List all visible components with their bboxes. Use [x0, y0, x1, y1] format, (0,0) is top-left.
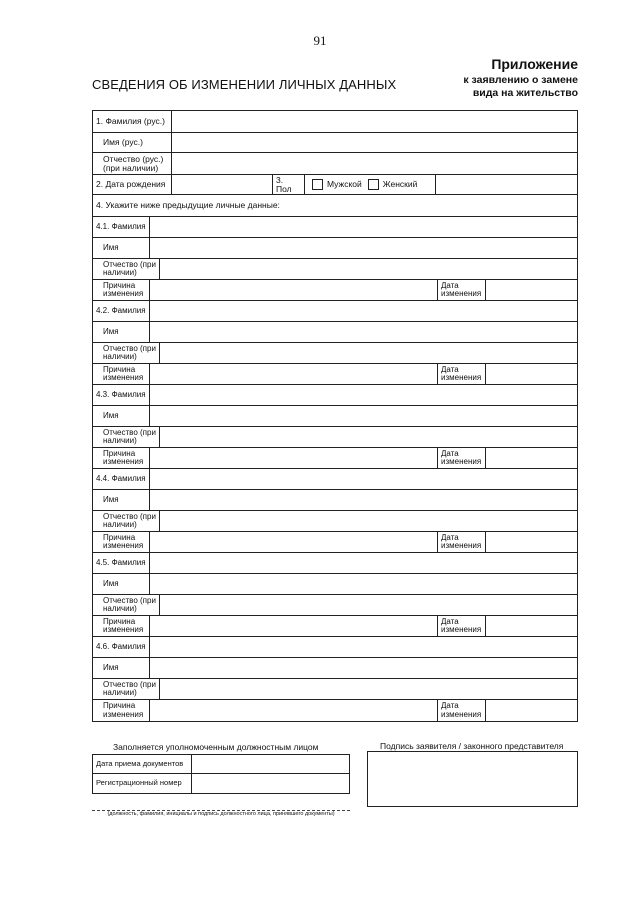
prev-reason-label-1: Причина изменения: [93, 280, 150, 300]
form-title: СВЕДЕНИЯ ОБ ИЗМЕНЕНИИ ЛИЧНЫХ ДАННЫХ: [92, 77, 397, 92]
prev-name-row-4: [93, 490, 577, 511]
prev-name-label-2: Имя: [93, 322, 150, 342]
prev-reason-field-4[interactable]: [150, 532, 438, 552]
prev-patronymic-row-5: [93, 595, 577, 616]
prev-name-field-4[interactable]: [150, 490, 577, 510]
prev-reason-row-6: [93, 700, 577, 721]
prev-reason-field-2[interactable]: [150, 364, 438, 384]
prev-name-label-6: Имя: [93, 658, 150, 678]
patronymic-field[interactable]: [172, 153, 577, 174]
prev-name-row-2: [93, 322, 577, 343]
surname-field[interactable]: [172, 111, 577, 132]
page-number: 91: [313, 33, 327, 48]
prev-patronymic-label-5: Отчество (при наличии): [93, 595, 160, 615]
prev-reason-field-6[interactable]: [150, 700, 438, 721]
prev-change-date-label-5: Дата изменения: [438, 616, 486, 636]
previous-data-row: [93, 195, 577, 217]
prev-patronymic-label-3: Отчество (при наличии): [93, 427, 160, 447]
signature-title: Подпись заявителя / законного представителя: [380, 741, 564, 751]
prev-patronymic-label-1: Отчество (при наличии): [93, 259, 160, 279]
prev-surname-label-3: 4.3. Фамилия: [93, 385, 150, 405]
reception-date-field[interactable]: [192, 755, 349, 773]
previous-data-blocks: [93, 217, 577, 721]
prev-patronymic-field-2[interactable]: [160, 343, 577, 363]
prev-patronymic-field-4[interactable]: [160, 511, 577, 531]
prev-surname-label-4: 4.4. Фамилия: [93, 469, 150, 489]
prev-name-field-2[interactable]: [150, 322, 577, 342]
female-label: Женский: [382, 179, 418, 190]
prev-patronymic-field-6[interactable]: [160, 679, 577, 699]
prev-name-row-3: [93, 406, 577, 427]
prev-reason-label-3: Причина изменения: [93, 448, 150, 468]
prev-surname-row-6: [93, 637, 577, 658]
prev-name-row-5: [93, 574, 577, 595]
prev-change-date-field-3[interactable]: [486, 448, 577, 468]
prev-change-date-field-1[interactable]: [486, 280, 577, 300]
prev-surname-label-5: 4.5. Фамилия: [93, 553, 150, 573]
female-checkbox[interactable]: [368, 179, 379, 190]
reception-date-label: Дата приема документов: [93, 755, 192, 773]
prev-reason-row-1: [93, 280, 577, 301]
official-table: [92, 754, 350, 794]
appendix-line-1: к заявлению о замене: [463, 74, 578, 86]
prev-reason-field-3[interactable]: [150, 448, 438, 468]
patronymic-label: Отчество (рус.) (при наличии): [93, 153, 172, 174]
prev-reason-label-6: Причина изменения: [93, 700, 150, 721]
prev-reason-field-1[interactable]: [150, 280, 438, 300]
name-row: [93, 133, 577, 153]
prev-name-label-3: Имя: [93, 406, 150, 426]
prev-reason-label-5: Причина изменения: [93, 616, 150, 636]
official-footnote: (должность, фамилия, инициалы и подпись должностного лица, принявшего документы): [107, 811, 335, 817]
prev-change-date-label-1: Дата изменения: [438, 280, 486, 300]
prev-name-row-6: [93, 658, 577, 679]
prev-change-date-label-4: Дата изменения: [438, 532, 486, 552]
prev-patronymic-row-2: [93, 343, 577, 364]
reception-date-row: [93, 755, 349, 774]
prev-change-date-field-4[interactable]: [486, 532, 577, 552]
prev-name-label-4: Имя: [93, 490, 150, 510]
prev-surname-row-5: [93, 553, 577, 574]
prev-patronymic-field-3[interactable]: [160, 427, 577, 447]
prev-surname-field-5[interactable]: [150, 553, 577, 573]
prev-patronymic-row-1: [93, 259, 577, 280]
prev-name-label-1: Имя: [93, 238, 150, 258]
prev-surname-label-1: 4.1. Фамилия: [93, 217, 150, 237]
prev-patronymic-label-2: Отчество (при наличии): [93, 343, 160, 363]
name-field[interactable]: [172, 133, 577, 152]
prev-change-date-label-2: Дата изменения: [438, 364, 486, 384]
sex-options: [305, 175, 436, 194]
sex-extra-field: [436, 175, 577, 194]
official-title: Заполняется уполномоченным должностным лицом: [113, 742, 319, 752]
prev-patronymic-label-4: Отчество (при наличии): [93, 511, 160, 531]
prev-change-date-field-2[interactable]: [486, 364, 577, 384]
surname-row: [93, 111, 577, 133]
previous-data-label: 4. Укажите ниже предыдущие личные данные:: [96, 200, 280, 211]
prev-reason-label-4: Причина изменения: [93, 532, 150, 552]
prev-name-row-1: [93, 238, 577, 259]
surname-label: 1. Фамилия (рус.): [93, 111, 172, 132]
prev-patronymic-row-6: [93, 679, 577, 700]
prev-change-date-label-3: Дата изменения: [438, 448, 486, 468]
registration-number-row: [93, 774, 349, 793]
prev-surname-label-6: 4.6. Фамилия: [93, 637, 150, 657]
prev-name-field-1[interactable]: [150, 238, 577, 258]
prev-reason-field-5[interactable]: [150, 616, 438, 636]
prev-surname-field-3[interactable]: [150, 385, 577, 405]
male-checkbox[interactable]: [312, 179, 323, 190]
prev-change-date-field-5[interactable]: [486, 616, 577, 636]
prev-surname-field-1[interactable]: [150, 217, 577, 237]
prev-change-date-field-6[interactable]: [486, 700, 577, 721]
prev-surname-label-2: 4.2. Фамилия: [93, 301, 150, 321]
prev-patronymic-field-1[interactable]: [160, 259, 577, 279]
prev-reason-row-5: [93, 616, 577, 637]
prev-change-date-label-6: Дата изменения: [438, 700, 486, 721]
prev-surname-row-4: [93, 469, 577, 490]
male-label: Мужской: [327, 179, 362, 190]
prev-reason-row-2: [93, 364, 577, 385]
prev-patronymic-field-5[interactable]: [160, 595, 577, 615]
signature-box[interactable]: [367, 751, 578, 807]
appendix-line-2: вида на жительство: [472, 87, 578, 99]
prev-name-field-3[interactable]: [150, 406, 577, 426]
registration-number-field[interactable]: [192, 774, 349, 793]
sex-label: 3. Пол: [273, 175, 305, 194]
prev-patronymic-row-3: [93, 427, 577, 448]
prev-patronymic-row-4: [93, 511, 577, 532]
prev-name-field-5[interactable]: [150, 574, 577, 594]
prev-surname-row-2: [93, 301, 577, 322]
prev-surname-row-3: [93, 385, 577, 406]
prev-reason-row-3: [93, 448, 577, 469]
prev-name-label-5: Имя: [93, 574, 150, 594]
prev-name-field-6[interactable]: [150, 658, 577, 678]
prev-surname-field-2[interactable]: [150, 301, 577, 321]
registration-number-label: Регистрационный номер: [93, 774, 192, 793]
appendix-header: [463, 58, 578, 100]
birth-sex-row: [93, 175, 577, 195]
prev-patronymic-label-6: Отчество (при наличии): [93, 679, 160, 699]
patronymic-row: [93, 153, 577, 175]
prev-surname-row-1: [93, 217, 577, 238]
prev-reason-label-2: Причина изменения: [93, 364, 150, 384]
appendix-title: Приложение: [491, 56, 578, 72]
name-label: Имя (рус.): [93, 133, 172, 152]
prev-surname-field-4[interactable]: [150, 469, 577, 489]
birth-date-label: 2. Дата рождения: [93, 175, 172, 194]
prev-surname-field-6[interactable]: [150, 637, 577, 657]
prev-reason-row-4: [93, 532, 577, 553]
personal-data-form: [92, 110, 578, 722]
birth-date-field[interactable]: [172, 175, 273, 194]
